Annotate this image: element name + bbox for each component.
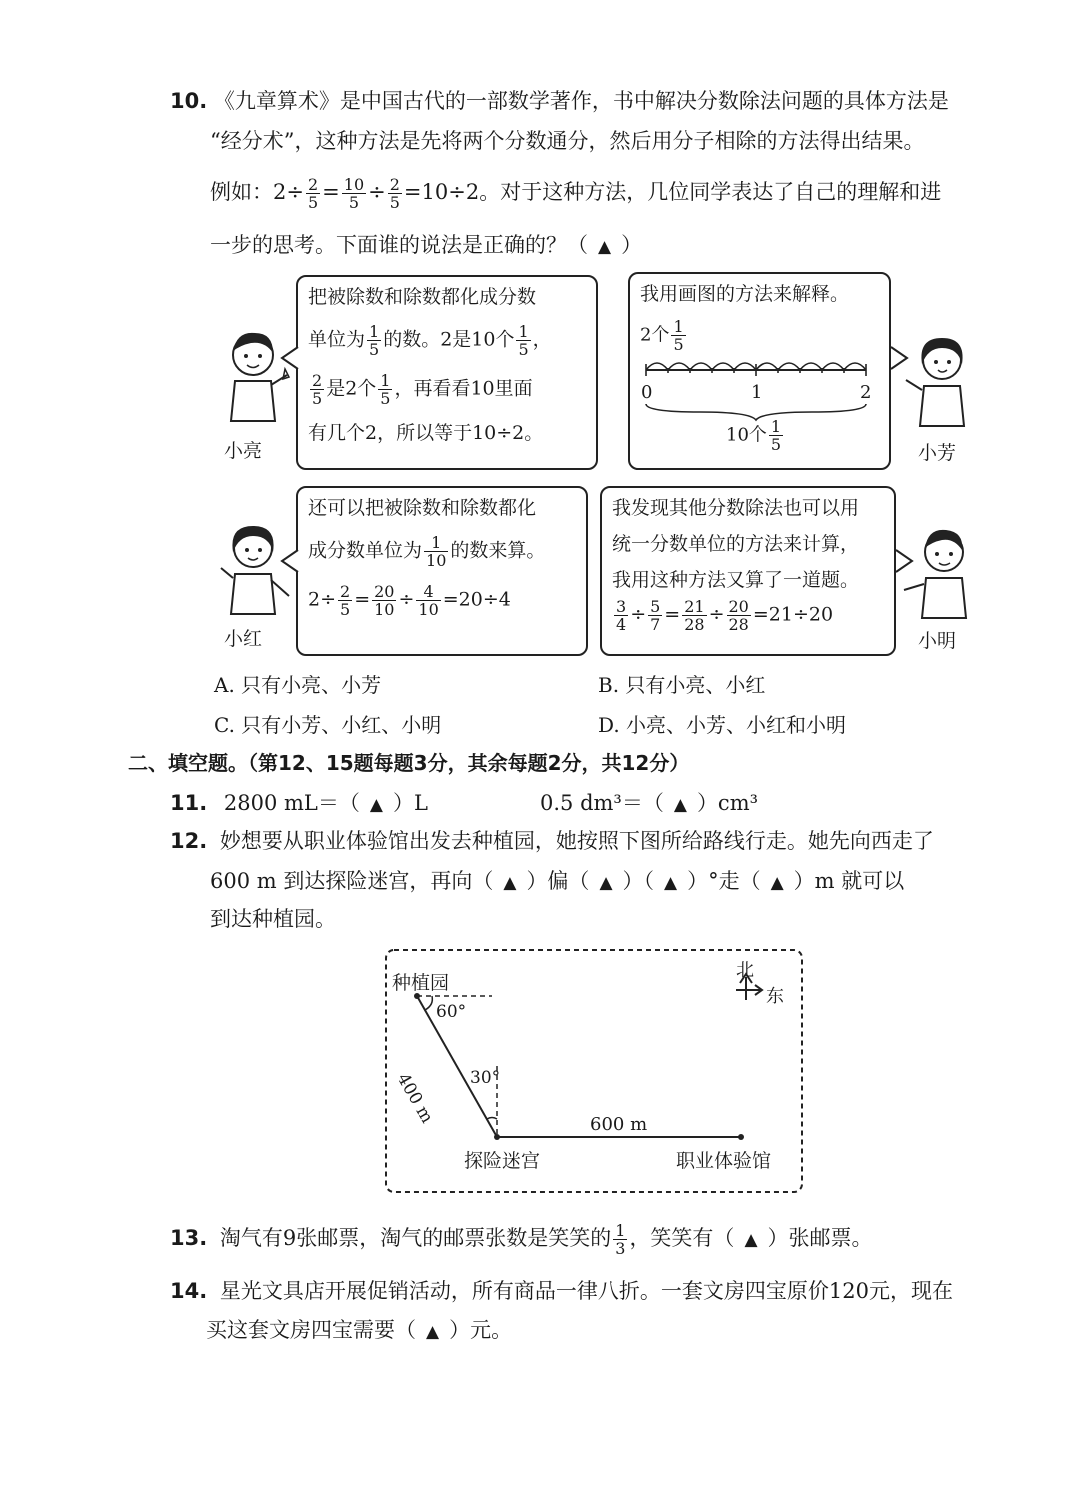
q12-blank-1[interactable]: ▲ [503, 873, 517, 893]
xiaoming-bubble: 我发现其他分数除法也可以用 统一分数单位的方法来计算， 我用这种方法又算了一道题。 $\frac{3}{4}$ ÷ $\frac{5}{7}$ = $\frac{21}{28}$ ÷ $\frac{20}{28}$ =21÷20 [600, 486, 896, 656]
q12-blank-2[interactable]: ▲ [599, 873, 613, 893]
map-distance-400: 400 m [392, 1070, 437, 1127]
map-east-label: 东 [766, 986, 784, 1007]
answer-blank[interactable]: ▲ [598, 237, 612, 257]
tick-2: 2 [860, 382, 872, 403]
q14-line2: 买这套文房四宝需要（ ▲ ）元。 [206, 1318, 513, 1342]
q12-line3: 到达种植园。 [210, 907, 336, 931]
tick-0: 0 [641, 382, 653, 403]
q12-line2: 600 m 到达探险迷宫，再向（ ▲ ）偏（ ▲ ）（ ▲ ）°走（ ▲ ）m 就可以 [210, 869, 905, 893]
xiaofang-figure [900, 330, 975, 430]
map-garden-label: 种植园 [392, 972, 450, 994]
option-d[interactable]: D. 小亮、小芳、小红和小明 [598, 713, 847, 737]
map-angle-60: 60° [436, 1002, 467, 1022]
map-north-label: 北 [736, 960, 754, 981]
q13-blank[interactable]: ▲ [744, 1230, 758, 1250]
q10-number: 10. [170, 89, 208, 113]
q11-blank-a[interactable]: ▲ [369, 795, 383, 815]
q10-line4: 一步的思考。下面谁的说法是正确的？（ ▲ ） [210, 233, 643, 257]
xiaoming-name: 小明 [918, 630, 957, 652]
option-c[interactable]: C. 只有小芳、小红、小明 [214, 713, 442, 737]
xiaofang-bottom-label: 10个 $\frac{1}{5}$ [726, 417, 782, 454]
xiaoliang-figure [215, 325, 295, 430]
q10-line2: “经分术”，这种方法是先将两个分数通分，然后用分子相除的方法得出结果。 [210, 129, 925, 153]
xiaofang-bubble: 我用画图的方法来解释。 [628, 272, 891, 470]
xiaofang-top-label: 2个 $\frac{1}{5}$ [640, 317, 684, 354]
option-a[interactable]: A. 只有小亮、小芳 [214, 673, 382, 697]
q10-line3: 例如：2÷ $\frac{2}{5}$ = $\frac{10}{5}$ ÷ $\frac{2}{5}$ =10÷2。对于这种方法，几位同学表达了自己的理解和进 [210, 175, 942, 212]
map-distance-600: 600 m [590, 1114, 648, 1135]
q11-line: 11. 2800 mL＝（ ▲ ）L [170, 791, 428, 815]
q11-line-b: 0.5 dm³＝（ ▲ ）cm³ [540, 791, 759, 815]
q12-blank-4[interactable]: ▲ [770, 873, 784, 893]
map-hall-label: 职业体验馆 [676, 1150, 772, 1172]
xiaohong-bubble: 还可以把被除数和除数都化 成分数单位为 $\frac{1}{10}$ 的数来算。 2÷ $\frac{2}{5}$ = $\frac{20}{10}$ ÷ $\frac{4}{10}$ =20÷4 [296, 486, 588, 656]
xiaoliang-name: 小亮 [224, 440, 263, 462]
xiaoming-figure [900, 522, 980, 622]
section-2-title: 二、填空题。（第12、15题每题3分，其余每题2分，共12分） [128, 751, 690, 775]
xiaofang-name: 小芳 [918, 442, 957, 464]
xiaohong-bubble-tail [280, 548, 300, 574]
q10-line1: 10. 《九章算术》是中国古代的一部数学著作，书中解决分数除法问题的具体方法是 [170, 89, 949, 113]
xiaoliang-bubble-tail [280, 345, 300, 371]
q11-blank-b[interactable]: ▲ [673, 795, 687, 815]
q12-blank-3[interactable]: ▲ [664, 873, 678, 893]
q13-line: 13. 淘气有9张邮票，淘气的邮票张数是笑笑的 $\frac{1}{3}$ ，笑笑有（ ▲ ）张邮票。 [170, 1221, 873, 1258]
xiaohong-name: 小红 [224, 628, 263, 650]
xiaoliang-bubble: 把被除数和除数都化成分数 单位为 $\frac{1}{5}$ 的数。2是10个 $\frac{1}{5}$ ， $\frac{2}{5}$ 是2个 $\frac{1}{5}$ ，再看看10里面 有几个2，所以等于10÷2。 [296, 275, 598, 470]
q14-blank[interactable]: ▲ [426, 1322, 440, 1342]
map-angle-30: 30° [470, 1068, 501, 1088]
q14-line1: 14. 星光文具店开展促销活动，所有商品一律八折。一套文房四宝原价120元，现在 [170, 1279, 953, 1303]
tick-1: 1 [751, 382, 763, 403]
q12-line1: 12. 妙想要从职业体验馆出发去种植园，她按照下图所给路线行走。她先向西走了 [170, 829, 934, 853]
map-maze-label: 探险迷宫 [464, 1150, 541, 1172]
option-b[interactable]: B. 只有小亮、小红 [598, 673, 766, 697]
